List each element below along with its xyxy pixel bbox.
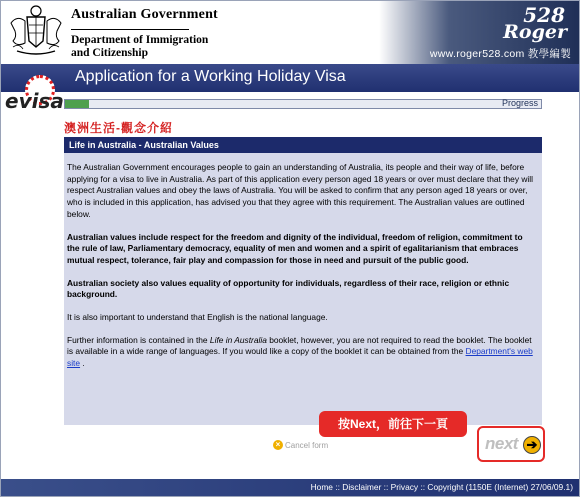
info-text-b: booklet, however, you are not required to read the booklet. The booklet is available in a wide range of languages. If you would like a copy of the booklet it can be obtained from the xyxy=(67,334,532,357)
progress-label: Progress xyxy=(501,98,538,108)
arrow-right-icon: ➔ xyxy=(523,436,541,454)
page-title: Application for a Working Holiday Visa xyxy=(75,68,346,85)
next-button[interactable] xyxy=(477,426,545,462)
title-band xyxy=(1,64,579,92)
info-text-c: . xyxy=(80,358,85,369)
intro-paragraph: The Australian Government encourages people to gain an understanding of Australia, its people and their way of life, before applying for a visa to live in Australia. As part of this application every person aged 18 years or over must declare that they will respect Australian values and obey the laws of Australia. You will be asked to confirm that any person aged 18 years or over, who is included in this application, has advised you that they agree with this requirement. The Australian values are outlined below. xyxy=(67,162,533,219)
department-website-link[interactable]: Department's web site xyxy=(67,346,533,369)
brand-528: 528 xyxy=(523,3,565,27)
booklet-title: Life in Australia xyxy=(209,334,267,345)
equality-paragraph: Australian society also values equality of opportunity for individuals, regardless of their race, religion or ethnic background. xyxy=(67,277,510,300)
cancel-form-label: Cancel form xyxy=(285,440,329,450)
department-name-line2: and Citizenship xyxy=(71,47,149,59)
progress-bar xyxy=(64,99,542,109)
evisa-logo xyxy=(5,75,64,115)
header xyxy=(1,1,579,64)
government-title: Australian Government xyxy=(71,7,218,22)
next-label: next xyxy=(485,434,518,453)
cancel-form-button[interactable] xyxy=(273,440,328,450)
info-paragraph xyxy=(67,335,537,370)
panel-heading: Life in Australia - Australian Values xyxy=(64,137,542,153)
annotation-caption: 澳洲生活-觀念介紹 xyxy=(64,121,173,135)
government-branding xyxy=(71,7,218,60)
brand-url: www.roger528.com 教學編製 xyxy=(429,48,571,60)
brand-roger: Roger xyxy=(503,21,567,43)
cancel-icon: × xyxy=(273,440,283,450)
language-paragraph: It is also important to understand that English is the national language. xyxy=(67,312,328,323)
department-name-line1: Department of Immigration xyxy=(71,34,209,46)
title-rule xyxy=(71,29,189,30)
footer-links[interactable]: Home :: Disclaimer :: Privacy :: Copyright (1150E (Internet) 27/06/09.1) xyxy=(310,482,573,492)
values-paragraph: Australian values include respect for the freedom and dignity of the individual, freedom of religion, commitment to the rule of law, Parliamentary democracy, equality of men and women and a spirit of egalitarianism that embraces mutual respect, tolerance, fair play and compassion for those in need and pursuit of the public good. xyxy=(67,231,523,265)
info-text-a: Further information is contained in the xyxy=(67,334,210,345)
footer xyxy=(1,479,579,496)
progress-fill xyxy=(65,100,89,108)
evisa-logo-text: evisa xyxy=(5,89,64,113)
watermark-brand xyxy=(379,1,579,64)
coat-of-arms-icon xyxy=(7,3,65,59)
next-callout: 按Next，前往下一頁 xyxy=(319,411,467,437)
content-panel xyxy=(64,137,542,425)
panel-body xyxy=(64,153,542,370)
